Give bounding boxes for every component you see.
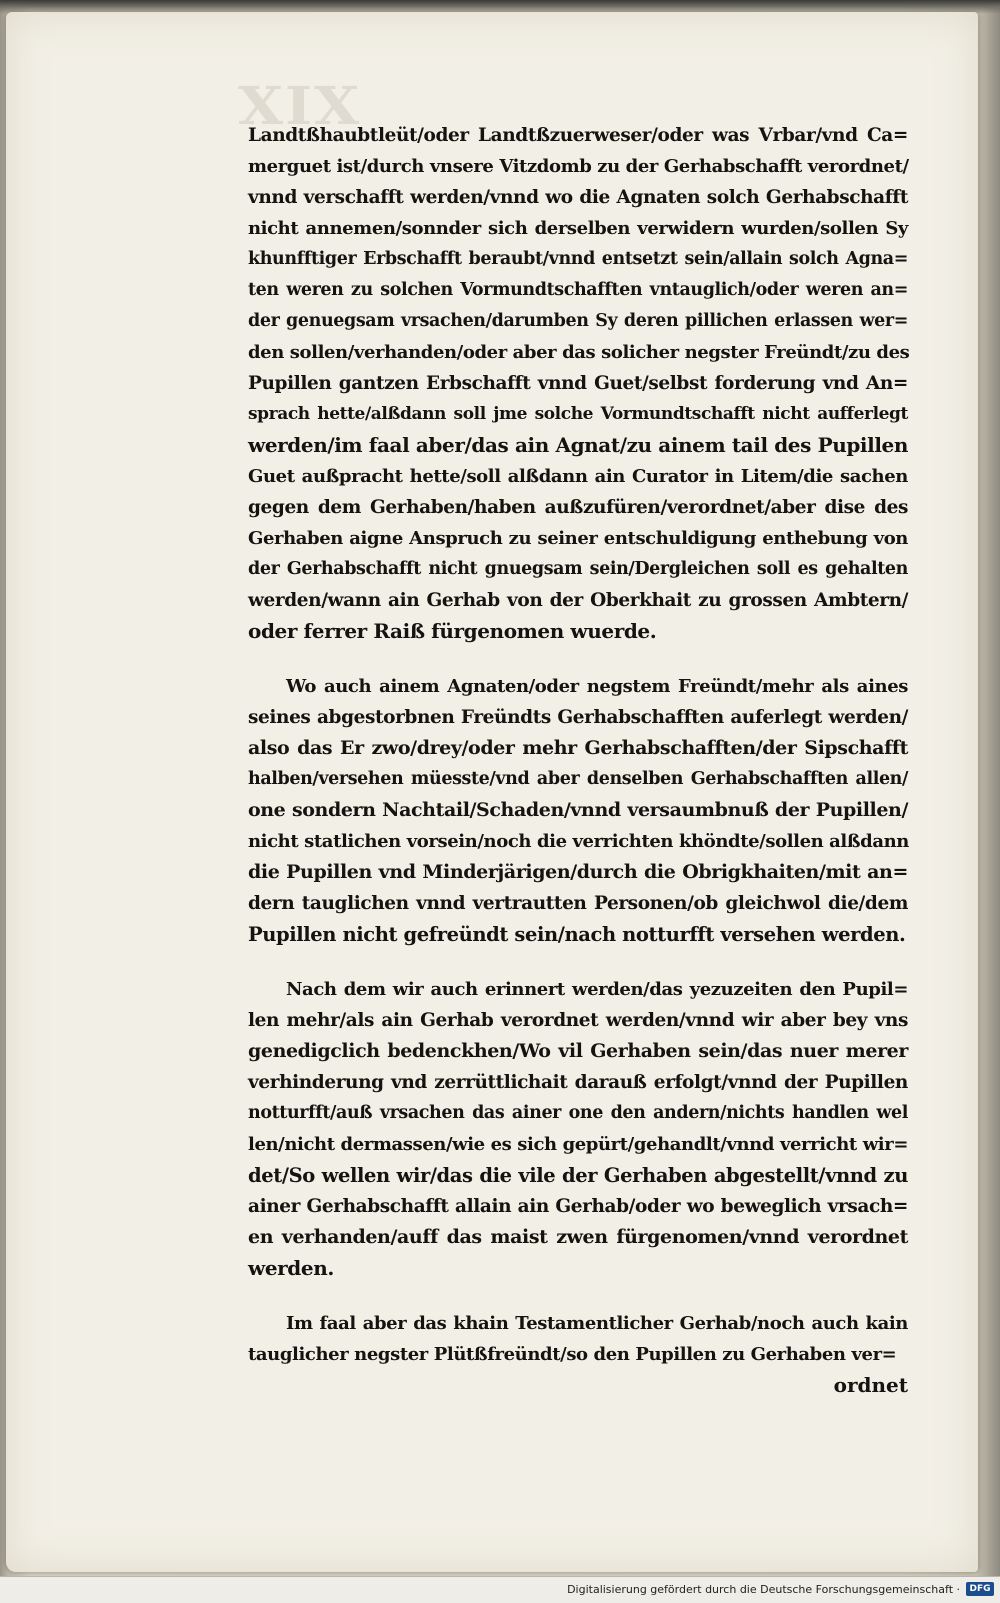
- text-line: Landtßhaubtleüt/oder Landtßzuerweser/oder was Vrbar/vnd Ca=: [248, 125, 908, 146]
- text-line: tauglicher negster Plütßfreündt/so den Pupillen zu Gerhaben ver=: [248, 1344, 897, 1365]
- text-line: Guet außpracht hette/soll alßdann ain Curator in Litem/die sachen: [248, 466, 908, 487]
- text-line: gegen dem Gerhaben/haben außzufüren/verordnet/aber dise des: [248, 497, 908, 518]
- paragraph: [248, 671, 908, 950]
- text-line: det/So wellen wir/das die vile der Gerhaben abgestellt/vnnd zu: [248, 1164, 908, 1187]
- text-line: Gerhaben aigne Anspruch zu seiner entschuldigung enthebung von: [248, 528, 908, 549]
- text-line: len mehr/als ain Gerhab verordnet werden/vnnd wir aber bey vns: [248, 1010, 908, 1031]
- text-line: Nach dem wir auch erinnert werden/das yezuzeiten den Pupil=: [286, 979, 908, 1000]
- paragraph: [248, 1308, 908, 1401]
- text-line: one sondern Nachtail/Schaden/vnnd versaumbnuß der Pupillen/: [248, 799, 908, 821]
- text-line: Wo auch ainem Agnaten/oder negstem Freündt/mehr als aines: [286, 676, 908, 697]
- text-line: genedigclich bedenckhen/Wo vil Gerhaben sein/das nuer merer: [248, 1040, 908, 1062]
- text-line: also das Er zwo/drey/oder mehr Gerhabschafften/der Sipschafft: [248, 737, 908, 759]
- text-line: werden/wann ain Gerhab von der Oberkhait zu grossen Ambtern/: [248, 590, 908, 611]
- dfg-logo: DFG: [966, 1582, 994, 1596]
- text-line: Pupillen gantzen Erbschafft vnnd Guet/selbst forderung vnd An=: [248, 373, 908, 394]
- text-line: seines abgestorbnen Freündts Gerhabschafften auferlegt werden/: [248, 707, 908, 728]
- text-line: len/nicht dermassen/wie es sich gepürt/gehandlt/vnnd verricht wir=: [248, 1134, 908, 1155]
- footer-credit: Digitalisierung gefördert durch die Deutsche Forschungsgemeinschaft ·: [567, 1583, 960, 1596]
- text-line: merguet ist/durch vnsere Vitzdomb zu der Gerhabschafft verordnet/: [248, 156, 909, 177]
- text-line: en verhanden/auff das maist zwen fürgenomen/vnnd verordnet: [248, 1226, 908, 1248]
- folio-mark: XIX: [238, 75, 362, 137]
- text-line: ten weren zu solchen Vormundtschafften vntauglich/oder weren an=: [248, 280, 908, 300]
- text-line: nicht statlichen vorsein/noch die verrichten khöndte/sollen alßdann: [248, 831, 909, 852]
- catchword: ordnet: [833, 1373, 908, 1397]
- text-line: werden.: [248, 1256, 334, 1280]
- text-line: dern tauglichen vnnd vertrautten Personen/ob gleichwol die/dem: [248, 893, 908, 914]
- text-line: khunfftiger Erbschafft beraubt/vnnd entsetzt sein/allain solch Agna=: [248, 249, 908, 269]
- text-line: Pupillen nicht gefreündt sein/nach notturfft versehen werden.: [248, 923, 906, 946]
- text-line: halben/versehen müesste/vnd aber denselben Gerhabschafften allen/: [248, 769, 908, 789]
- footer-bar: [0, 1576, 1000, 1603]
- text-line: vnnd verschafft werden/vnnd wo die Agnaten solch Gerhabschafft: [248, 187, 908, 208]
- text-line: die Pupillen vnd Minderjärigen/durch die Obrigkhaiten/mit an=: [248, 861, 908, 883]
- text-line: der genuegsam vrsachen/darumben Sy deren pillichen erlassen wer=: [248, 311, 908, 331]
- text-line: notturfft/auß vrsachen das ainer one den andern/nichts handlen wel: [248, 1103, 908, 1123]
- text-line: oder ferrer Raiß fürgenomen wuerde.: [248, 619, 657, 643]
- paragraph: [248, 974, 908, 1284]
- text-line: ainer Gerhabschafft allain ain Gerhab/oder wo beweglich vrsach=: [248, 1196, 908, 1217]
- text-line: nicht annemen/sonnder sich derselben verwidern wurden/sollen Sy: [248, 218, 908, 239]
- paragraph: [248, 120, 908, 647]
- text-line: verhinderung vnd zerrüttlichait darauß erfolgt/vnnd der Pupillen: [248, 1072, 908, 1093]
- text-line: der Gerhabschafft nicht gnuegsam sein/Dergleichen soll es gehalten: [248, 559, 908, 579]
- text-line: Im faal aber das khain Testamentlicher Gerhab/noch auch kain: [286, 1313, 908, 1334]
- text-line: sprach hette/alßdann soll jme solche Vormundtschafft nicht aufferlegt: [248, 404, 908, 424]
- page-text-block: [248, 120, 908, 1425]
- text-line: den sollen/verhanden/oder aber das solicher negster Freündt/zu des: [248, 342, 910, 363]
- text-line: werden/im faal aber/das ain Agnat/zu ainem tail des Pupillen: [248, 433, 908, 457]
